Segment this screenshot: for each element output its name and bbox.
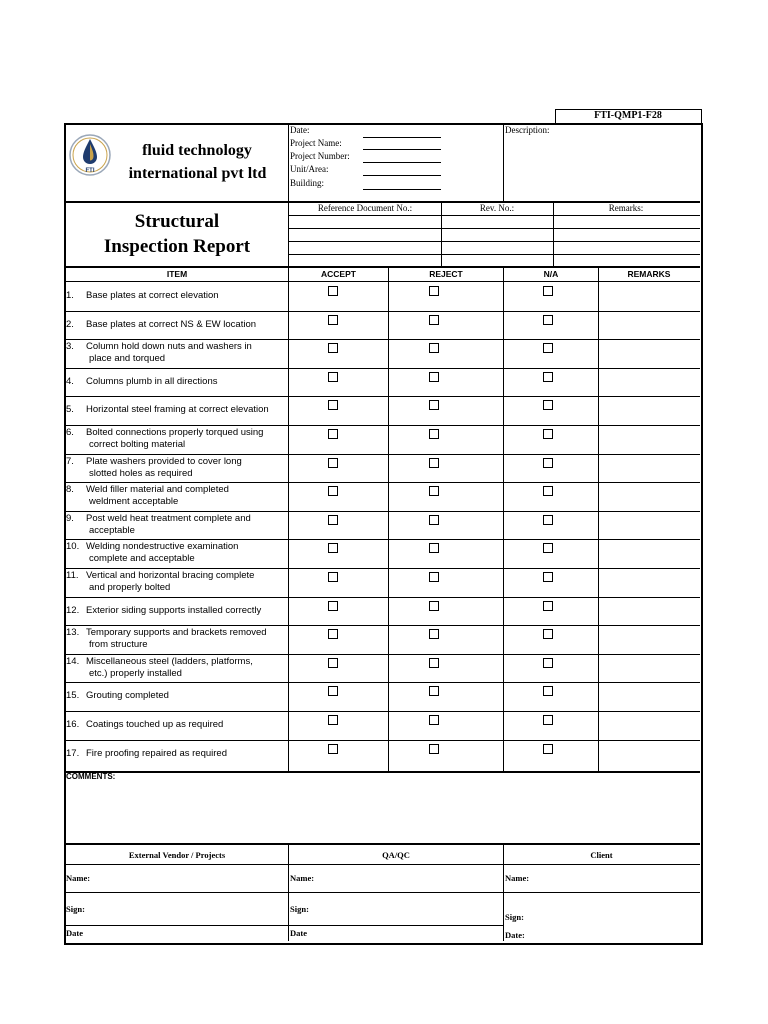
rev-no-label: Rev. No.: [479, 203, 515, 213]
table-col-divider [288, 267, 289, 772]
remarks-cell[interactable] [600, 283, 698, 310]
drop-logo-icon [68, 133, 112, 177]
ref-grid-line [289, 215, 700, 216]
item-text: Temporary supports and brackets removed [86, 627, 267, 639]
item-number: 6. [66, 427, 74, 438]
remarks-cell[interactable] [600, 569, 698, 596]
project-number-label: Project Number: [290, 151, 350, 161]
reject-checkbox[interactable] [429, 372, 439, 382]
na-checkbox[interactable] [543, 400, 553, 410]
accept-checkbox[interactable] [328, 286, 338, 296]
reject-checkbox[interactable] [429, 601, 439, 611]
item-number: 15. [66, 690, 80, 702]
item-number: 16. [66, 719, 80, 730]
reject-checkbox[interactable] [429, 658, 439, 668]
unit-area-label: Unit/Area: [290, 164, 329, 174]
item-number: 8. [66, 484, 74, 496]
company-name-line1: fluid technology [142, 142, 252, 159]
na-checkbox[interactable] [543, 601, 553, 611]
item-number: 5. [66, 404, 74, 416]
title-bottom-line [65, 266, 700, 268]
remarks-cell[interactable] [600, 397, 698, 424]
accept-checkbox[interactable] [328, 715, 338, 725]
accept-checkbox[interactable] [328, 486, 338, 496]
company-name-line2: international pvt ltd [128, 165, 267, 182]
item-number: 11. [66, 570, 79, 581]
item-number: 13. [66, 627, 80, 639]
ref-grid-line [289, 228, 700, 229]
date-label: Date: [290, 125, 310, 135]
na-checkbox[interactable] [543, 572, 553, 582]
table-bottom-line [65, 771, 700, 773]
client-date-label: Date: [505, 930, 525, 940]
accept-checkbox[interactable] [328, 515, 338, 525]
ref-grid-line [289, 241, 700, 242]
table-col-divider [388, 267, 389, 772]
comments-bottom-line [65, 843, 700, 845]
qaqc-header: QA/QC [382, 850, 410, 860]
na-checkbox[interactable] [543, 515, 553, 525]
item-text-continued: etc.) properly installed [89, 667, 182, 679]
item-text-continued: complete and acceptable [89, 553, 195, 565]
vendor-name-label: Name: [66, 873, 91, 883]
date-field[interactable] [363, 137, 441, 138]
na-checkbox[interactable] [543, 486, 553, 496]
project-name-field[interactable] [363, 149, 441, 150]
na-checkbox[interactable] [543, 372, 553, 382]
building-field[interactable] [363, 189, 441, 190]
item-text: Base plates at correct elevation [86, 290, 219, 301]
accept-checkbox[interactable] [328, 601, 338, 611]
unit-area-field[interactable] [363, 175, 441, 176]
col-header-accept: ACCEPT [321, 269, 356, 279]
remarks-cell[interactable] [600, 483, 698, 510]
comments-label: COMMENTS: [66, 772, 116, 781]
accept-checkbox[interactable] [328, 372, 338, 382]
item-text: Bolted connections properly torqued using [86, 427, 264, 438]
reject-checkbox[interactable] [429, 486, 439, 496]
reject-checkbox[interactable] [429, 515, 439, 525]
client-header: Client [590, 850, 613, 860]
logo-lettering: FTI [85, 168, 95, 174]
na-checkbox[interactable] [543, 343, 553, 353]
remarks-cell[interactable] [600, 712, 698, 739]
accept-checkbox[interactable] [328, 343, 338, 353]
item-text: Post weld heat treatment complete and [86, 512, 251, 524]
table-col-divider [598, 267, 599, 772]
item-text-continued: weldment acceptable [89, 496, 179, 508]
signoff-name-bottom [65, 892, 700, 893]
na-checkbox[interactable] [543, 458, 553, 468]
na-checkbox[interactable] [543, 429, 553, 439]
reject-checkbox[interactable] [429, 744, 439, 754]
accept-checkbox[interactable] [328, 429, 338, 439]
accept-checkbox[interactable] [328, 458, 338, 468]
description-label: Description: [505, 125, 550, 135]
item-number: 7. [66, 455, 74, 467]
ref-remarks-label: Remarks: [608, 203, 644, 213]
reject-checkbox[interactable] [429, 286, 439, 296]
na-checkbox[interactable] [543, 744, 553, 754]
reject-checkbox[interactable] [429, 458, 439, 468]
item-number: 10. [66, 541, 80, 553]
item-text: Base plates at correct NS & EW location [86, 318, 257, 330]
remarks-cell[interactable] [600, 741, 698, 768]
description-field[interactable] [505, 137, 697, 199]
remarks-cell[interactable] [600, 340, 698, 367]
na-checkbox[interactable] [543, 315, 553, 325]
item-text: Vertical and horizontal bracing complete [86, 570, 255, 581]
accept-checkbox[interactable] [328, 658, 338, 668]
reject-checkbox[interactable] [429, 629, 439, 639]
company-logo [68, 133, 112, 177]
reject-checkbox[interactable] [429, 686, 439, 696]
item-text-continued: correct bolting material [89, 439, 186, 450]
na-checkbox[interactable] [543, 543, 553, 553]
na-checkbox[interactable] [543, 658, 553, 668]
item-number: 3. [66, 341, 74, 353]
qaqc-sign-label: Sign: [290, 904, 309, 914]
item-number: 1. [66, 290, 74, 301]
item-text: Plate washers provided to cover long [86, 455, 242, 467]
report-title-line1: Structural [134, 211, 220, 232]
col-header-reject: REJECT [429, 269, 463, 279]
col-header-item: ITEM [166, 269, 188, 279]
na-checkbox[interactable] [543, 629, 553, 639]
na-checkbox[interactable] [543, 715, 553, 725]
ref-grid-divider [441, 202, 442, 266]
vendor-header: External Vendor / Projects [128, 850, 226, 860]
item-text: Exterior siding supports installed correctly [86, 604, 262, 616]
vendor-date-label: Date [66, 928, 83, 938]
remarks-cell[interactable] [600, 626, 698, 653]
qaqc-date-label: Date [290, 928, 307, 938]
remarks-cell[interactable] [600, 312, 698, 339]
reject-checkbox[interactable] [429, 315, 439, 325]
ref-grid-divider [553, 202, 554, 266]
na-checkbox[interactable] [543, 286, 553, 296]
item-text-continued: and properly bolted [89, 582, 171, 593]
remarks-cell[interactable] [600, 426, 698, 453]
reject-checkbox[interactable] [429, 429, 439, 439]
item-text-continued: acceptable [89, 524, 135, 536]
item-text: Miscellaneous steel (ladders, platforms, [86, 655, 253, 667]
accept-checkbox[interactable] [328, 572, 338, 582]
reject-checkbox[interactable] [429, 715, 439, 725]
col-header-na: N/A [543, 269, 559, 279]
item-text: Columns plumb in all directions [86, 375, 218, 387]
accept-checkbox[interactable] [328, 686, 338, 696]
ref-doc-label: Reference Document No.: [317, 203, 413, 213]
header-divider-1 [288, 124, 289, 202]
item-number: 17. [66, 747, 80, 759]
project-name-label: Project Name: [290, 138, 342, 148]
vendor-sign-label: Sign: [66, 904, 85, 914]
accept-checkbox[interactable] [328, 315, 338, 325]
reject-checkbox[interactable] [429, 572, 439, 582]
accept-checkbox[interactable] [328, 629, 338, 639]
item-text-continued: slotted holes as required [89, 467, 193, 479]
accept-checkbox[interactable] [328, 543, 338, 553]
item-number: 12. [66, 604, 80, 616]
remarks-cell[interactable] [600, 369, 698, 396]
item-text-continued: place and torqued [89, 353, 166, 365]
comments-field[interactable] [66, 784, 698, 842]
signoff-sign-bottom [65, 925, 503, 926]
accept-checkbox[interactable] [328, 400, 338, 410]
reject-checkbox[interactable] [429, 543, 439, 553]
ref-grid-line [289, 254, 700, 255]
item-text: Horizontal steel framing at correct elevation [86, 404, 269, 416]
report-title-line2: Inspection Report [103, 236, 251, 257]
building-label: Building: [290, 178, 325, 188]
reject-checkbox[interactable] [429, 343, 439, 353]
item-text: Grouting completed [86, 690, 169, 702]
item-number: 9. [66, 512, 74, 524]
client-name-label: Name: [505, 873, 530, 883]
remarks-cell[interactable] [600, 540, 698, 567]
remarks-cell[interactable] [600, 655, 698, 682]
accept-checkbox[interactable] [328, 744, 338, 754]
project-number-field[interactable] [363, 162, 441, 163]
header-divider-2 [503, 124, 504, 202]
item-number: 14. [66, 655, 80, 667]
item-number: 4. [66, 375, 74, 387]
col-header-remarks: REMARKS [627, 269, 671, 279]
item-number: 2. [66, 318, 74, 330]
item-text: Coatings touched up as required [86, 719, 224, 730]
item-text-continued: from structure [89, 639, 148, 651]
qaqc-name-label: Name: [290, 873, 315, 883]
client-sign-label: Sign: [505, 912, 524, 922]
table-col-divider [503, 267, 504, 772]
item-text: Fire proofing repaired as required [86, 747, 227, 759]
item-text: Weld filler material and completed [86, 484, 229, 496]
item-text: Welding nondestructive examination [86, 541, 239, 553]
reject-checkbox[interactable] [429, 400, 439, 410]
item-text: Column hold down nuts and washers in [86, 341, 252, 353]
remarks-cell[interactable] [600, 683, 698, 710]
na-checkbox[interactable] [543, 686, 553, 696]
remarks-cell[interactable] [600, 512, 698, 539]
form-code: FTI-QMP1-F28 [594, 110, 662, 121]
signoff-header-bottom [65, 864, 700, 865]
remarks-cell[interactable] [600, 455, 698, 482]
remarks-cell[interactable] [600, 598, 698, 625]
table-header-bottom [65, 281, 700, 282]
